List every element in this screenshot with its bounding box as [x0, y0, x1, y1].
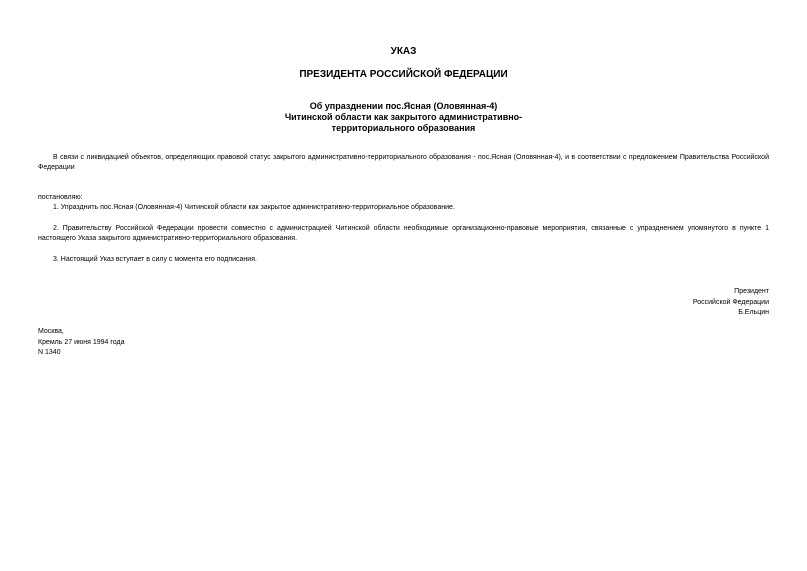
decree-item-1: 1. Упразднить пос.Ясная (Оловянная-4) Читинской области как закрытое административно-территориальное образование.: [53, 204, 455, 211]
date-line: Кремль 27 июня 1994 года: [38, 338, 125, 346]
signature-line: Б.Ельцин: [738, 309, 769, 316]
decree-subject-line: Об упразднении пос.Ясная (Оловянная-4): [309, 101, 498, 111]
decree-subject-line: Читинской области как закрытого административно-: [284, 112, 523, 122]
decree-number: N 1340: [38, 349, 61, 356]
resolve-text: постановляю:: [38, 194, 83, 201]
decree-issuer: ПРЕЗИДЕНТА РОССИЙСКОЙ ФЕДЕРАЦИИ: [299, 69, 508, 80]
preamble-paragraph: В связи с ликвидацией объектов, определяющих правовой статус закрытого административно-территориального образования - пос.Ясная (Оловянная-4), и в соответствии с предложением Правительства Российской Федерации: [38, 154, 769, 171]
place-line: Москва,: [38, 328, 64, 335]
decree-subject: [0, 101, 807, 134]
signature-line: Российской Федерации: [692, 298, 769, 306]
signature-block: [693, 287, 769, 319]
decree-subject-line: территориального образования: [331, 123, 476, 133]
decree-title: УКАЗ: [390, 46, 417, 57]
decree-item-2: 2. Правительству Российской Федерации провести совместно с администрацией Читинской области необходимые организационно-правовые мероприятия, связанные с упразднением упомянутого в пункте 1 настоящего Указа закрытого административно-территориального образования.: [38, 225, 769, 242]
signature-line: Президент: [734, 288, 769, 295]
place-date-block: [38, 327, 124, 359]
decree-item-3: 3. Настоящий Указ вступает в силу с момента его подписания.: [53, 256, 257, 263]
